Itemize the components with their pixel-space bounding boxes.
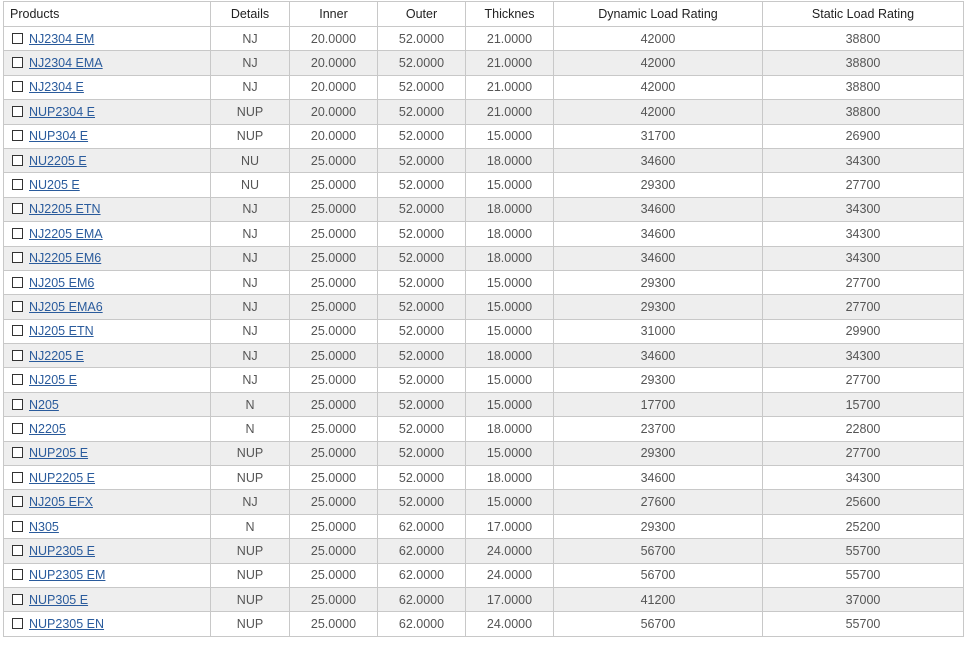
table-row — [4, 270, 964, 294]
product-cell — [4, 51, 211, 75]
table-row — [4, 222, 964, 246]
product-cell — [4, 197, 211, 221]
static-load-cell: 55700 — [763, 612, 964, 636]
static-load-cell: 34300 — [763, 148, 964, 172]
inner-cell: 25.0000 — [290, 222, 378, 246]
select-checkbox[interactable] — [12, 252, 23, 263]
product-cell — [4, 270, 211, 294]
static-load-cell: 27700 — [763, 173, 964, 197]
product-cell — [4, 173, 211, 197]
thickness-cell: 15.0000 — [466, 173, 554, 197]
table-row — [4, 75, 964, 99]
table-row — [4, 441, 964, 465]
static-load-cell: 25200 — [763, 514, 964, 538]
product-link[interactable]: NUP2304 E — [29, 104, 96, 119]
outer-cell: 52.0000 — [378, 197, 466, 221]
product-cell — [4, 100, 211, 124]
outer-cell: 62.0000 — [378, 563, 466, 587]
product-link[interactable]: NJ205 E — [29, 373, 77, 388]
select-checkbox[interactable] — [12, 423, 23, 434]
product-link[interactable]: NJ205 EMA6 — [29, 299, 103, 314]
header-thickness: Thicknes — [466, 2, 554, 27]
product-cell — [4, 441, 211, 465]
dynamic-load-cell: 42000 — [554, 75, 763, 99]
static-load-cell: 38800 — [763, 100, 964, 124]
static-load-cell: 26900 — [763, 124, 964, 148]
product-cell — [4, 514, 211, 538]
thickness-cell: 17.0000 — [466, 587, 554, 611]
details-cell: NUP — [211, 466, 290, 490]
static-load-cell: 38800 — [763, 51, 964, 75]
dynamic-load-cell: 34600 — [554, 197, 763, 221]
select-checkbox[interactable] — [12, 447, 23, 458]
product-link[interactable]: NJ2205 E — [29, 348, 84, 363]
product-cell — [4, 368, 211, 392]
table-row — [4, 295, 964, 319]
thickness-cell: 24.0000 — [466, 612, 554, 636]
thickness-cell: 18.0000 — [466, 148, 554, 172]
dynamic-load-cell: 41200 — [554, 587, 763, 611]
thickness-cell: 21.0000 — [466, 100, 554, 124]
static-load-cell: 34300 — [763, 246, 964, 270]
header-outer: Outer — [378, 2, 466, 27]
outer-cell: 52.0000 — [378, 417, 466, 441]
static-load-cell: 27700 — [763, 368, 964, 392]
product-cell — [4, 319, 211, 343]
thickness-cell: 21.0000 — [466, 51, 554, 75]
thickness-cell: 15.0000 — [466, 490, 554, 514]
product-cell — [4, 417, 211, 441]
inner-cell: 25.0000 — [290, 246, 378, 270]
inner-cell: 25.0000 — [290, 319, 378, 343]
details-cell: NU — [211, 173, 290, 197]
table-row — [4, 173, 964, 197]
details-cell: NUP — [211, 124, 290, 148]
dynamic-load-cell: 29300 — [554, 295, 763, 319]
select-checkbox[interactable] — [12, 618, 23, 629]
static-load-cell: 27700 — [763, 441, 964, 465]
product-table-container — [3, 1, 964, 637]
dynamic-load-cell: 17700 — [554, 392, 763, 416]
thickness-cell: 15.0000 — [466, 319, 554, 343]
select-checkbox[interactable] — [12, 33, 23, 44]
inner-cell: 25.0000 — [290, 197, 378, 221]
table-header — [4, 2, 964, 27]
outer-cell: 52.0000 — [378, 466, 466, 490]
product-cell — [4, 148, 211, 172]
details-cell: NJ — [211, 344, 290, 368]
table-row — [4, 124, 964, 148]
static-load-cell: 55700 — [763, 539, 964, 563]
product-cell — [4, 587, 211, 611]
inner-cell: 25.0000 — [290, 490, 378, 514]
header-row — [4, 2, 964, 27]
outer-cell: 52.0000 — [378, 441, 466, 465]
outer-cell: 52.0000 — [378, 51, 466, 75]
outer-cell: 52.0000 — [378, 344, 466, 368]
dynamic-load-cell: 27600 — [554, 490, 763, 514]
outer-cell: 62.0000 — [378, 587, 466, 611]
dynamic-load-cell: 56700 — [554, 612, 763, 636]
thickness-cell: 15.0000 — [466, 441, 554, 465]
table-row — [4, 612, 964, 636]
thickness-cell: 15.0000 — [466, 270, 554, 294]
inner-cell: 25.0000 — [290, 270, 378, 294]
select-checkbox[interactable] — [12, 203, 23, 214]
details-cell: NUP — [211, 587, 290, 611]
outer-cell: 52.0000 — [378, 295, 466, 319]
table-row — [4, 197, 964, 221]
dynamic-load-cell: 29300 — [554, 441, 763, 465]
dynamic-load-cell: 56700 — [554, 563, 763, 587]
outer-cell: 62.0000 — [378, 539, 466, 563]
select-checkbox[interactable] — [12, 545, 23, 556]
table-row — [4, 51, 964, 75]
product-link[interactable]: N205 — [29, 397, 59, 412]
thickness-cell: 18.0000 — [466, 344, 554, 368]
select-checkbox[interactable] — [12, 374, 23, 385]
inner-cell: 25.0000 — [290, 295, 378, 319]
product-cell — [4, 222, 211, 246]
thickness-cell: 15.0000 — [466, 124, 554, 148]
product-link[interactable]: NUP2205 E — [29, 470, 96, 485]
inner-cell: 25.0000 — [290, 587, 378, 611]
inner-cell: 25.0000 — [290, 173, 378, 197]
details-cell: NJ — [211, 27, 290, 51]
static-load-cell: 34300 — [763, 466, 964, 490]
product-link[interactable]: NU2205 E — [29, 153, 87, 168]
header-products: Products — [4, 2, 211, 27]
product-cell — [4, 295, 211, 319]
select-checkbox[interactable] — [12, 399, 23, 410]
details-cell: NU — [211, 148, 290, 172]
outer-cell: 62.0000 — [378, 514, 466, 538]
thickness-cell: 15.0000 — [466, 368, 554, 392]
product-link[interactable]: N2205 — [29, 421, 66, 436]
inner-cell: 25.0000 — [290, 368, 378, 392]
table-row — [4, 27, 964, 51]
details-cell: N — [211, 417, 290, 441]
select-checkbox[interactable] — [12, 81, 23, 92]
thickness-cell: 18.0000 — [466, 466, 554, 490]
product-cell — [4, 490, 211, 514]
table-row — [4, 490, 964, 514]
select-checkbox[interactable] — [12, 179, 23, 190]
dynamic-load-cell: 29300 — [554, 514, 763, 538]
dynamic-load-cell: 34600 — [554, 344, 763, 368]
static-load-cell: 34300 — [763, 344, 964, 368]
table-row — [4, 587, 964, 611]
product-cell — [4, 466, 211, 490]
inner-cell: 20.0000 — [290, 124, 378, 148]
product-link[interactable]: NUP304 E — [29, 129, 89, 144]
thickness-cell: 15.0000 — [466, 295, 554, 319]
outer-cell: 52.0000 — [378, 246, 466, 270]
table-row — [4, 319, 964, 343]
select-checkbox[interactable] — [12, 521, 23, 532]
product-link[interactable]: NUP2305 E — [29, 543, 96, 558]
select-checkbox[interactable] — [12, 106, 23, 117]
inner-cell: 20.0000 — [290, 51, 378, 75]
details-cell: N — [211, 392, 290, 416]
outer-cell: 52.0000 — [378, 392, 466, 416]
product-table — [3, 1, 964, 637]
details-cell: NJ — [211, 51, 290, 75]
inner-cell: 25.0000 — [290, 148, 378, 172]
product-link[interactable]: NU205 E — [29, 178, 80, 193]
details-cell: NJ — [211, 490, 290, 514]
product-link[interactable]: NJ2205 EM6 — [29, 251, 102, 266]
dynamic-load-cell: 34600 — [554, 222, 763, 246]
dynamic-load-cell: 56700 — [554, 539, 763, 563]
inner-cell: 20.0000 — [290, 27, 378, 51]
static-load-cell: 29900 — [763, 319, 964, 343]
thickness-cell: 21.0000 — [466, 27, 554, 51]
static-load-cell: 37000 — [763, 587, 964, 611]
dynamic-load-cell: 42000 — [554, 27, 763, 51]
table-body — [4, 27, 964, 637]
inner-cell: 25.0000 — [290, 514, 378, 538]
inner-cell: 20.0000 — [290, 100, 378, 124]
table-row — [4, 368, 964, 392]
product-cell — [4, 392, 211, 416]
product-cell — [4, 75, 211, 99]
product-cell — [4, 563, 211, 587]
product-cell — [4, 539, 211, 563]
details-cell: NJ — [211, 197, 290, 221]
product-link[interactable]: NJ2205 ETN — [29, 202, 101, 217]
static-load-cell: 38800 — [763, 27, 964, 51]
static-load-cell: 27700 — [763, 270, 964, 294]
product-link[interactable]: NJ205 ETN — [29, 324, 94, 339]
table-row — [4, 246, 964, 270]
outer-cell: 52.0000 — [378, 27, 466, 51]
select-checkbox[interactable] — [12, 57, 23, 68]
thickness-cell: 18.0000 — [466, 222, 554, 246]
header-dynamic-load-rating: Dynamic Load Rating — [554, 2, 763, 27]
thickness-cell: 24.0000 — [466, 539, 554, 563]
details-cell: NJ — [211, 222, 290, 246]
dynamic-load-cell: 34600 — [554, 246, 763, 270]
outer-cell: 52.0000 — [378, 368, 466, 392]
details-cell: NUP — [211, 100, 290, 124]
thickness-cell: 18.0000 — [466, 417, 554, 441]
product-link[interactable]: N305 — [29, 519, 59, 534]
static-load-cell: 38800 — [763, 75, 964, 99]
static-load-cell: 34300 — [763, 222, 964, 246]
details-cell: NJ — [211, 270, 290, 294]
select-checkbox[interactable] — [12, 155, 23, 166]
product-cell — [4, 344, 211, 368]
dynamic-load-cell: 42000 — [554, 100, 763, 124]
select-checkbox[interactable] — [12, 496, 23, 507]
dynamic-load-cell: 34600 — [554, 148, 763, 172]
product-link[interactable]: NJ205 EFX — [29, 495, 93, 510]
select-checkbox[interactable] — [12, 301, 23, 312]
outer-cell: 52.0000 — [378, 222, 466, 246]
dynamic-load-cell: 34600 — [554, 466, 763, 490]
details-cell: N — [211, 514, 290, 538]
thickness-cell: 15.0000 — [466, 392, 554, 416]
product-link[interactable]: NJ2205 EMA — [29, 226, 103, 241]
header-static-load-rating: Static Load Rating — [763, 2, 964, 27]
inner-cell: 25.0000 — [290, 563, 378, 587]
inner-cell: 25.0000 — [290, 539, 378, 563]
table-row — [4, 417, 964, 441]
thickness-cell: 17.0000 — [466, 514, 554, 538]
static-load-cell: 25600 — [763, 490, 964, 514]
thickness-cell: 18.0000 — [466, 246, 554, 270]
product-link[interactable]: NJ2304 EMA — [29, 56, 103, 71]
product-link[interactable]: NUP305 E — [29, 592, 89, 607]
outer-cell: 52.0000 — [378, 148, 466, 172]
header-inner: Inner — [290, 2, 378, 27]
inner-cell: 25.0000 — [290, 344, 378, 368]
table-row — [4, 563, 964, 587]
select-checkbox[interactable] — [12, 325, 23, 336]
product-link[interactable]: NJ2304 E — [29, 80, 84, 95]
product-cell — [4, 27, 211, 51]
table-row — [4, 539, 964, 563]
inner-cell: 25.0000 — [290, 612, 378, 636]
inner-cell: 25.0000 — [290, 392, 378, 416]
table-row — [4, 100, 964, 124]
product-cell — [4, 246, 211, 270]
select-checkbox[interactable] — [12, 228, 23, 239]
outer-cell: 52.0000 — [378, 124, 466, 148]
details-cell: NJ — [211, 75, 290, 99]
details-cell: NJ — [211, 319, 290, 343]
static-load-cell: 34300 — [763, 197, 964, 221]
details-cell: NUP — [211, 563, 290, 587]
details-cell: NJ — [211, 246, 290, 270]
details-cell: NJ — [211, 295, 290, 319]
inner-cell: 25.0000 — [290, 466, 378, 490]
dynamic-load-cell: 31700 — [554, 124, 763, 148]
select-checkbox[interactable] — [12, 594, 23, 605]
static-load-cell: 55700 — [763, 563, 964, 587]
product-link[interactable]: NUP205 E — [29, 446, 89, 461]
static-load-cell: 22800 — [763, 417, 964, 441]
product-cell — [4, 124, 211, 148]
select-checkbox[interactable] — [12, 130, 23, 141]
dynamic-load-cell: 31000 — [554, 319, 763, 343]
outer-cell: 52.0000 — [378, 100, 466, 124]
select-checkbox[interactable] — [12, 277, 23, 288]
inner-cell: 25.0000 — [290, 441, 378, 465]
table-row — [4, 392, 964, 416]
select-checkbox[interactable] — [12, 569, 23, 580]
details-cell: NUP — [211, 539, 290, 563]
outer-cell: 52.0000 — [378, 75, 466, 99]
dynamic-load-cell: 29300 — [554, 368, 763, 392]
dynamic-load-cell: 42000 — [554, 51, 763, 75]
table-row — [4, 514, 964, 538]
thickness-cell: 21.0000 — [466, 75, 554, 99]
outer-cell: 52.0000 — [378, 319, 466, 343]
product-link[interactable]: NJ2304 EM — [29, 31, 95, 46]
thickness-cell: 24.0000 — [466, 563, 554, 587]
outer-cell: 52.0000 — [378, 173, 466, 197]
thickness-cell: 18.0000 — [466, 197, 554, 221]
product-link[interactable]: NUP2305 EN — [29, 617, 105, 632]
dynamic-load-cell: 23700 — [554, 417, 763, 441]
outer-cell: 62.0000 — [378, 612, 466, 636]
table-row — [4, 344, 964, 368]
table-row — [4, 148, 964, 172]
details-cell: NUP — [211, 441, 290, 465]
header-details: Details — [211, 2, 290, 27]
select-checkbox[interactable] — [12, 472, 23, 483]
static-load-cell: 15700 — [763, 392, 964, 416]
static-load-cell: 27700 — [763, 295, 964, 319]
details-cell: NJ — [211, 368, 290, 392]
dynamic-load-cell: 29300 — [554, 173, 763, 197]
product-cell — [4, 612, 211, 636]
product-link[interactable]: NJ205 EM6 — [29, 275, 95, 290]
select-checkbox[interactable] — [12, 350, 23, 361]
product-link[interactable]: NUP2305 EM — [29, 568, 106, 583]
outer-cell: 52.0000 — [378, 490, 466, 514]
details-cell: NUP — [211, 612, 290, 636]
outer-cell: 52.0000 — [378, 270, 466, 294]
inner-cell: 25.0000 — [290, 417, 378, 441]
inner-cell: 20.0000 — [290, 75, 378, 99]
table-row — [4, 466, 964, 490]
dynamic-load-cell: 29300 — [554, 270, 763, 294]
